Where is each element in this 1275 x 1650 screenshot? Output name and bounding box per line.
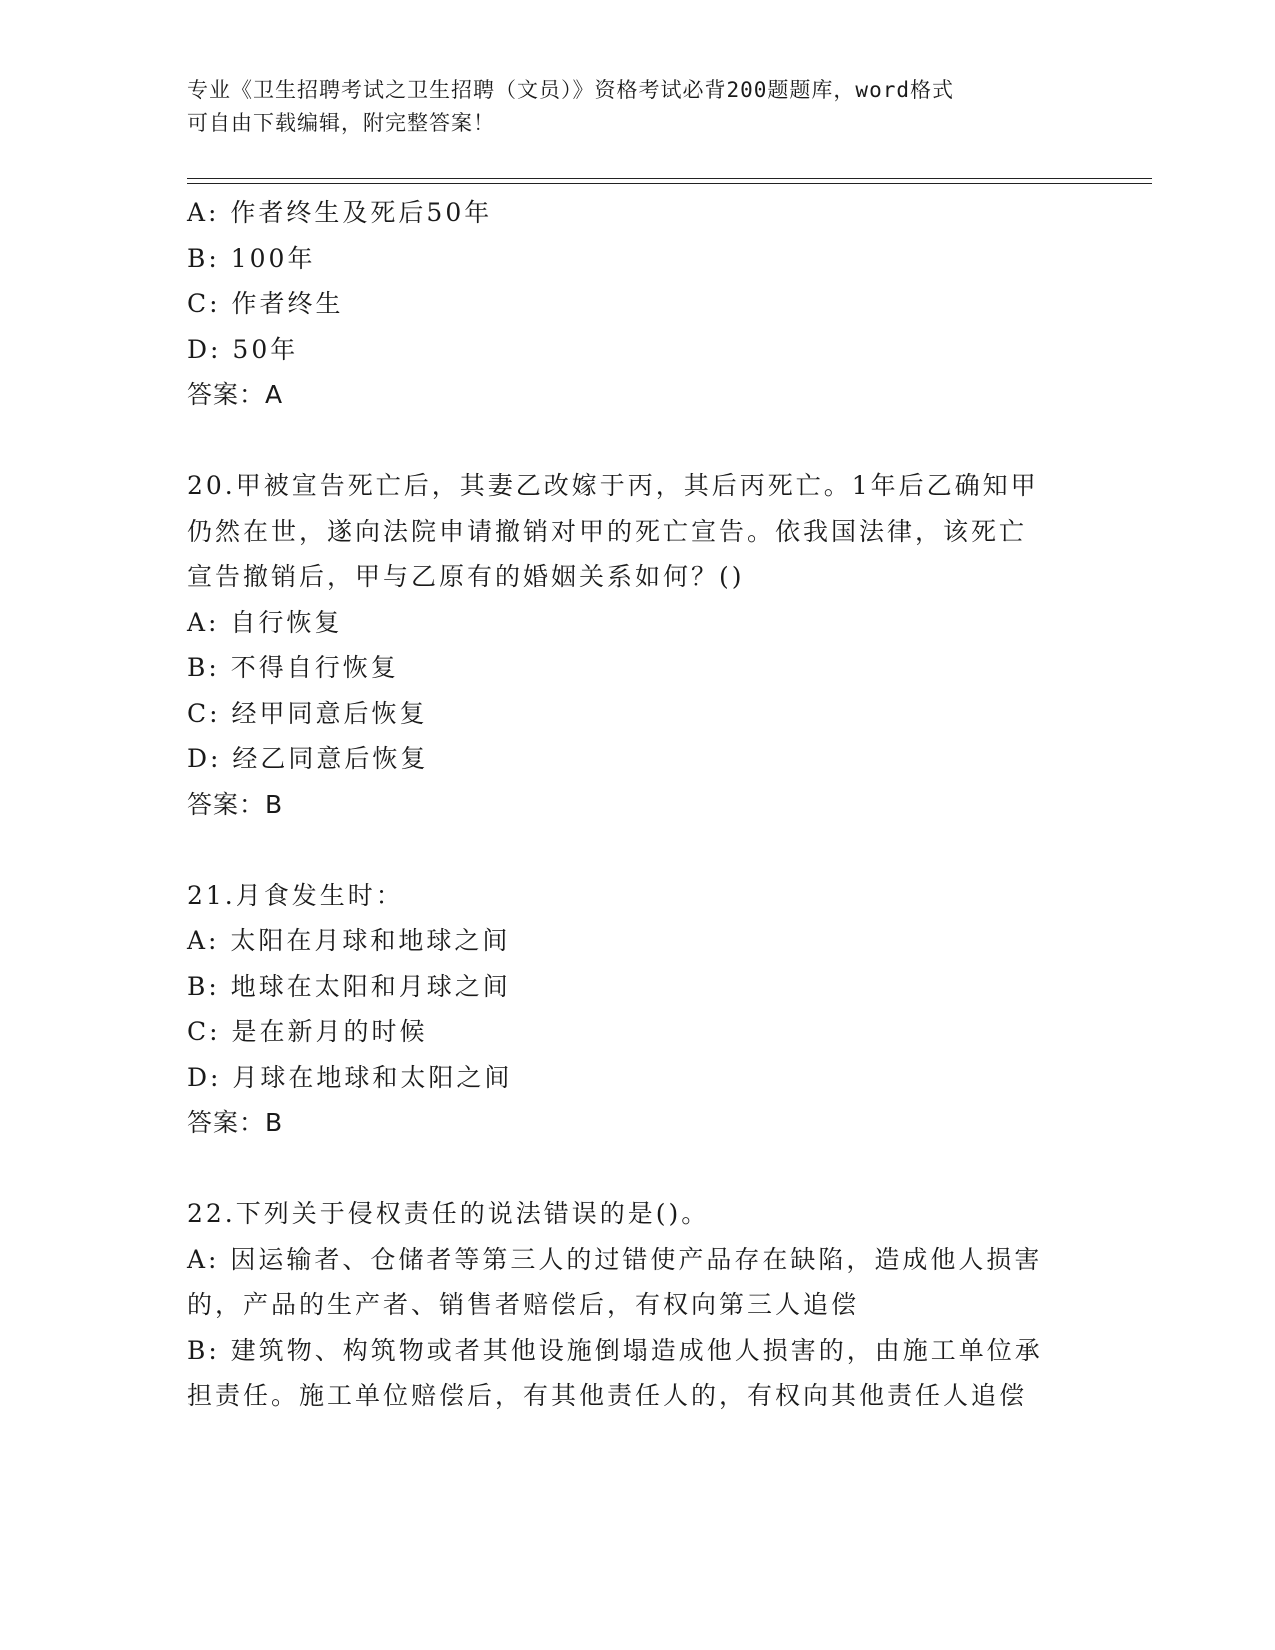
question-21 [187,873,1087,1146]
option-a: A: 作者终生及死后50年 [187,198,493,227]
question-stem-line: 仍然在世，遂向法院申请撤销对甲的死亡宣告。依我国法律，该死亡 [187,516,1028,546]
header-line-1: 专业《卫生招聘考试之卫生招聘（文员）》资格考试必背200题题库，word格式 [187,78,954,102]
answer: 答案：A [187,380,284,409]
question-stem-line: 宣告撤销后，甲与乙原有的婚姻关系如何？() [187,562,745,591]
question-stem-line: 20.甲被宣告死亡后，其妻乙改嫁于丙，其后丙死亡。1年后乙确知甲 [187,471,1039,500]
question-content [187,190,1087,1419]
spacer [187,827,1087,873]
option-a: A: 自行恢复 [187,607,343,637]
answer: 答案：B [187,1108,284,1137]
header-line-2: 可自由下载编辑，附完整答案！ [187,111,495,135]
option-d: D: 月球在地球和太阳之间 [187,1062,513,1092]
option-b: B: 建筑物、构筑物或者其他设施倒塌造成他人损害的，由施工单位承 [187,1335,1043,1365]
spacer [187,418,1087,464]
header-rule-top [187,178,1152,179]
document-header [187,74,1067,140]
spacer [187,1146,1087,1192]
question-20 [187,463,1087,827]
option-c: C: 是在新月的时候 [187,1017,428,1046]
option-c: C: 经甲同意后恢复 [187,698,428,728]
option-d: D: 经乙同意后恢复 [187,744,429,773]
option-a-continued: 的，产品的生产者、销售者赔偿后，有权向第三人追偿 [187,1290,860,1319]
question-22 [187,1191,1087,1419]
answer: 答案：B [187,789,284,819]
option-b: B: 100年 [187,243,316,273]
option-c: C: 作者终生 [187,289,344,318]
option-a: A: 太阳在月球和地球之间 [187,926,511,955]
option-a: A: 因运输者、仓储者等第三人的过错使产品存在缺陷，造成他人损害 [187,1244,1043,1274]
question-19 [187,190,1087,418]
option-d: D: 50年 [187,334,299,364]
question-stem-line: 22.下列关于侵权责任的说法错误的是()。 [187,1199,710,1228]
option-b-continued: 担责任。施工单位赔偿后，有其他责任人的，有权向其他责任人追偿 [187,1381,1028,1410]
option-b: B: 不得自行恢复 [187,653,399,682]
option-b: B: 地球在太阳和月球之间 [187,971,511,1001]
header-rule-bottom [187,183,1152,184]
question-stem-line: 21.月食发生时： [187,880,404,910]
